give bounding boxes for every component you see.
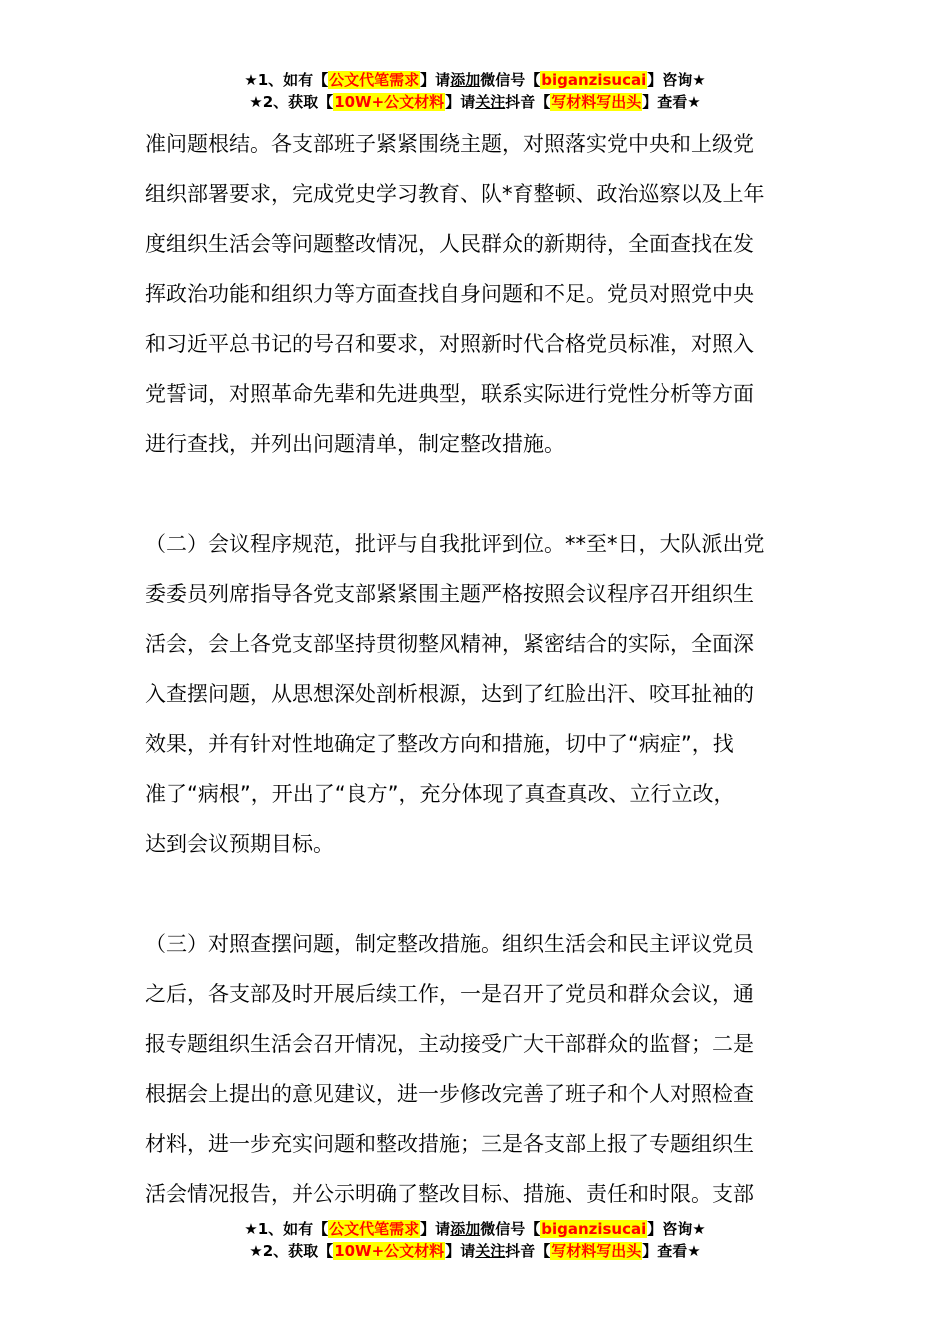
text-line: 活会情况报告，并公示明确了整改目标、措施、责任和时限。支部 — [145, 1182, 754, 1206]
text-line: 委委员列席指导各党支部紧紧围主题严格按照会议程序召开组织生 — [145, 582, 754, 606]
text-line: 党誓词，对照革命先辈和先进典型，联系实际进行党性分析等方面 — [145, 382, 754, 406]
text-line: 挥政治功能和组织力等方面查找自身问题和不足。党员对照党中央 — [145, 282, 754, 306]
text-line: 准了“病根”，开出了“良方”，充分体现了真查真改、立行立改， — [145, 782, 735, 806]
text-line: 之后，各支部及时开展后续工作，一是召开了党员和群众会议，通 — [145, 982, 754, 1006]
paragraph-2 — [145, 519, 835, 869]
text-line: 根据会上提出的意见建议，进一步修改完善了班子和个人对照检查 — [145, 1082, 754, 1106]
paragraph-spacer — [145, 869, 835, 919]
text-line: 达到会议预期目标。 — [145, 832, 334, 856]
highlight-wechat-id: biganzisucai — [541, 1220, 647, 1238]
text-line: 准问题根结。各支部班子紧紧围绕主题，对照落实党中央和上级党 — [145, 132, 754, 156]
text-line: 报专题组织生活会召开情况，主动接受广大干部群众的监督；二是 — [145, 1032, 754, 1056]
highlight-materials: 10W+公文材料 — [334, 1242, 445, 1260]
highlight-service: 公文代笔需求 — [329, 71, 420, 89]
highlight-douyin-account: 写材料写出头 — [551, 93, 642, 111]
text-line: 活会，会上各党支部坚持贯彻整风精神，紧密结合的实际，全面深 — [145, 632, 754, 656]
text-line: 进行查找，并列出问题清单，制定整改措施。 — [145, 432, 565, 456]
highlight-douyin-account: 写材料写出头 — [551, 1242, 642, 1260]
banner-line-2: ★2、获取【10W+公文材料】请关注抖音【写材料写出头】查看★ — [249, 1242, 701, 1260]
footer-banner — [0, 1218, 950, 1262]
document-body — [145, 119, 835, 1219]
banner-line-1: ★1、如有【公文代笔需求】请添加微信号【biganzisucai】咨询★ — [244, 71, 706, 89]
text-line: （二）会议程序规范，批评与自我批评到位。**至*日，大队派出党 — [145, 532, 765, 556]
paragraph-1 — [145, 119, 835, 469]
text-line: （三）对照查摆问题，制定整改措施。组织生活会和民主评议党员 — [145, 932, 754, 956]
text-line: 和习近平总书记的号召和要求，对照新时代合格党员标准，对照入 — [145, 332, 754, 356]
paragraph-3 — [145, 919, 835, 1219]
highlight-service: 公文代笔需求 — [329, 1220, 420, 1238]
highlight-wechat-id: biganzisucai — [541, 71, 647, 89]
paragraph-spacer — [145, 469, 835, 519]
highlight-materials: 10W+公文材料 — [334, 93, 445, 111]
text-line: 入查摆问题，从思想深处剖析根源，达到了红脸出汗、咬耳扯袖的 — [145, 682, 754, 706]
text-line: 材料，进一步充实问题和整改措施；三是各支部上报了专题组织生 — [145, 1132, 754, 1156]
text-line: 组织部署要求，完成党史学习教育、队*育整顿、政治巡察以及上年 — [145, 182, 765, 206]
banner-line-1: ★1、如有【公文代笔需求】请添加微信号【biganzisucai】咨询★ — [244, 1220, 706, 1238]
banner-line-2: ★2、获取【10W+公文材料】请关注抖音【写材料写出头】查看★ — [249, 93, 701, 111]
header-banner — [0, 69, 950, 113]
text-line: 效果，并有针对性地确定了整改方向和措施，切中了“病症”，找 — [145, 732, 734, 756]
text-line: 度组织生活会等问题整改情况，人民群众的新期待，全面查找在发 — [145, 232, 754, 256]
